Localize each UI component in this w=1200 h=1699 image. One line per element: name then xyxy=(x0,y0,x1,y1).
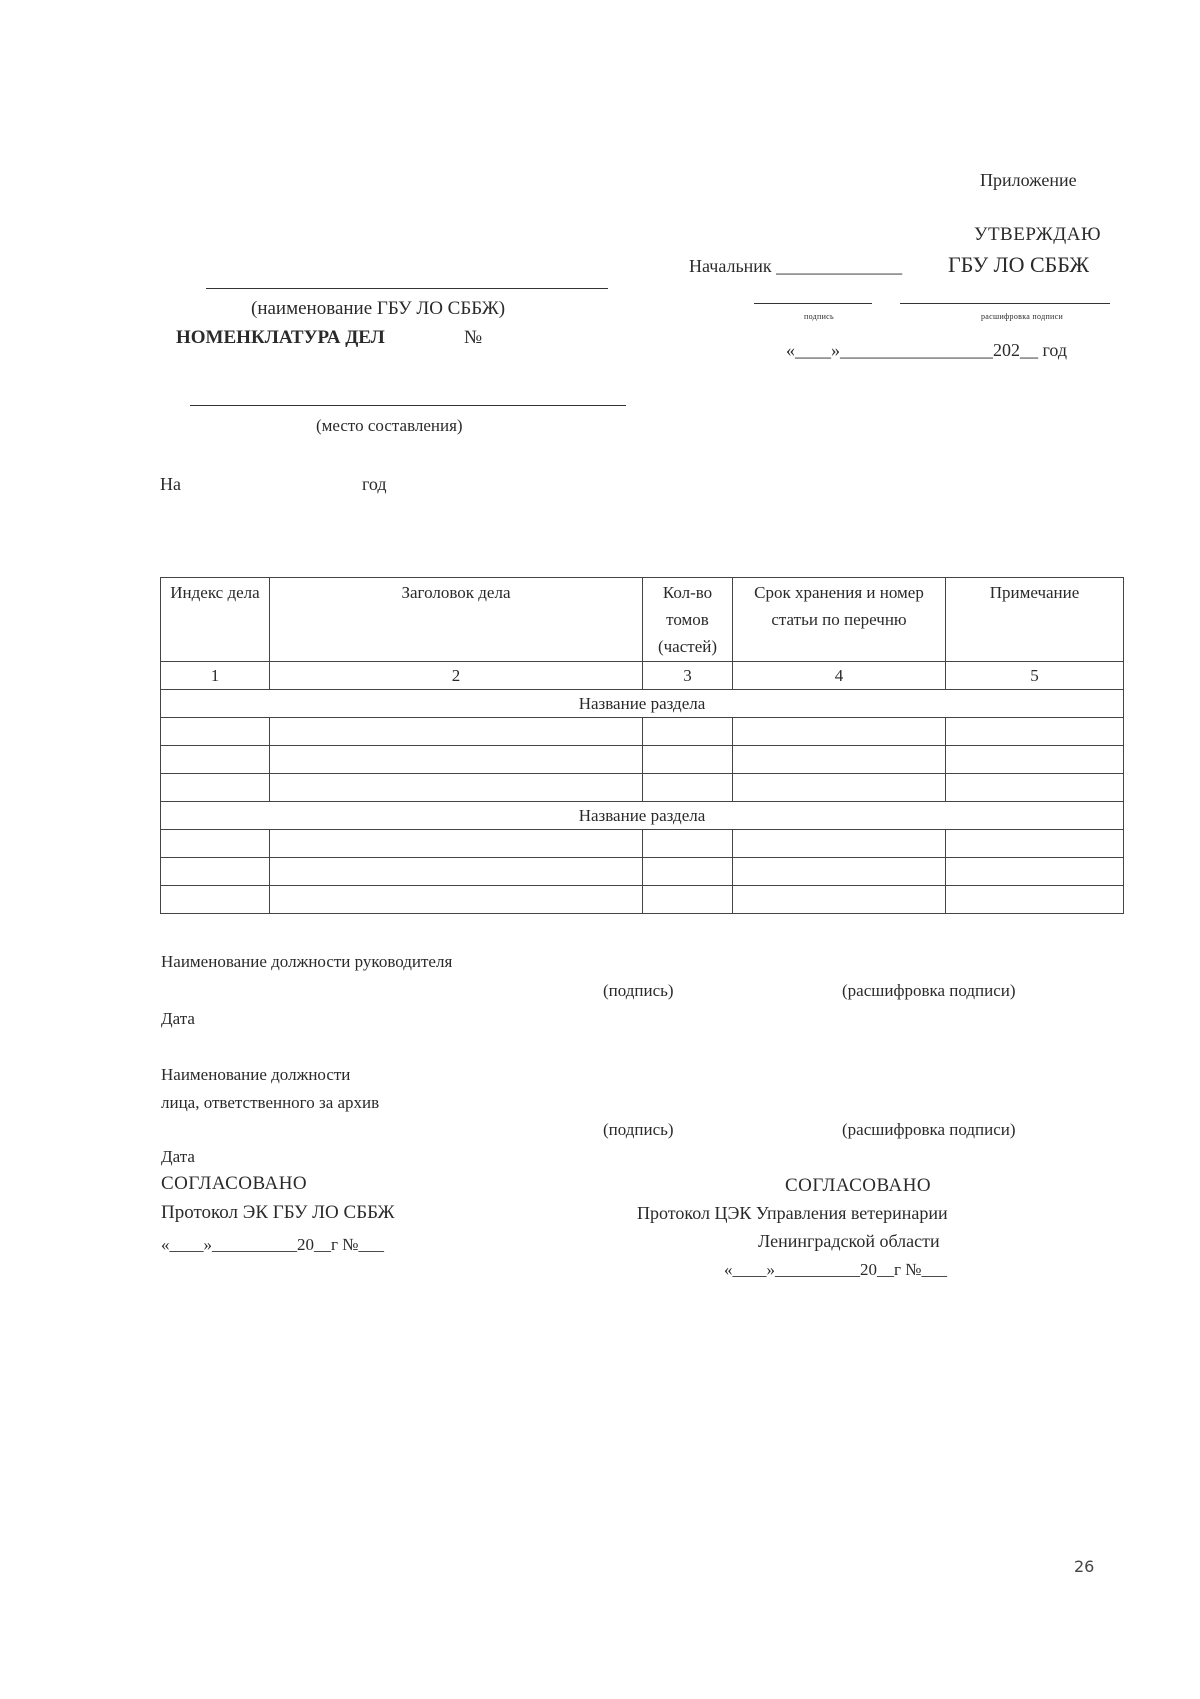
archive-date-label: Дата xyxy=(161,1147,195,1166)
signature-decode-line xyxy=(900,303,1110,304)
table-cell xyxy=(733,858,946,886)
place-line xyxy=(190,405,626,406)
header-index: Индекс дела xyxy=(161,578,270,662)
table-header-row xyxy=(161,578,1124,662)
date-day-blank: ____ xyxy=(795,340,831,360)
archive-signature-label: (подпись) xyxy=(603,1120,674,1139)
table-cell xyxy=(270,718,643,746)
table-cell xyxy=(643,858,733,886)
table-row xyxy=(161,830,1124,858)
table-cell xyxy=(270,886,643,914)
appendix-label: Приложение xyxy=(980,170,1077,190)
head-title xyxy=(689,256,902,277)
nomenclature-table xyxy=(160,577,1124,914)
header-note: Примечание xyxy=(946,578,1124,662)
column-numbers-row xyxy=(161,662,1124,690)
table-cell xyxy=(733,774,946,802)
document-title: НОМЕНКЛАТУРА ДЕЛ xyxy=(176,327,385,348)
column-number: 1 xyxy=(161,662,270,690)
agreed-right-title: СОГЛАСОВАНО xyxy=(785,1175,932,1196)
section-title: Название раздела xyxy=(161,690,1124,718)
table-cell xyxy=(643,830,733,858)
table-cell xyxy=(270,746,643,774)
column-number: 3 xyxy=(643,662,733,690)
table-row xyxy=(161,746,1124,774)
table-cell xyxy=(946,774,1124,802)
table-cell xyxy=(946,858,1124,886)
archive-position-line1: Наименование должности xyxy=(161,1065,351,1084)
approve-label: УТВЕРЖДАЮ xyxy=(974,224,1101,245)
agreed-right-date: «____»__________20__г №___ xyxy=(724,1260,947,1279)
head-title-label: Начальник xyxy=(689,256,772,276)
manager-decode-label: (расшифровка подписи) xyxy=(842,981,1016,1000)
table-cell xyxy=(946,718,1124,746)
table-cell xyxy=(643,746,733,774)
table-cell xyxy=(161,858,270,886)
table-cell xyxy=(733,886,946,914)
table-cell xyxy=(946,830,1124,858)
table-cell xyxy=(270,830,643,858)
column-number: 2 xyxy=(270,662,643,690)
approval-date-line xyxy=(786,340,1067,361)
page-number: 26 xyxy=(1074,1557,1095,1576)
table-row xyxy=(161,858,1124,886)
table-cell xyxy=(161,718,270,746)
date-close-quote: » xyxy=(831,340,840,360)
agreed-right-protocol-line2: Ленинградской области xyxy=(758,1231,940,1251)
table-cell xyxy=(270,858,643,886)
for-label: На xyxy=(160,474,181,494)
date-open-quote: « xyxy=(786,340,795,360)
table-cell xyxy=(733,830,946,858)
date-month-blank: _________________ xyxy=(840,340,993,360)
manager-date-label: Дата xyxy=(161,1009,195,1028)
header-retention: Срок хранения и номер статьи по перечню xyxy=(733,578,946,662)
section-title: Название раздела xyxy=(161,802,1124,830)
table-cell xyxy=(643,774,733,802)
header-title: Заголовок дела xyxy=(270,578,643,662)
org-name: ГБУ ЛО СББЖ xyxy=(948,252,1090,277)
table-cell xyxy=(946,886,1124,914)
table-row xyxy=(161,718,1124,746)
column-number: 4 xyxy=(733,662,946,690)
year-word: год xyxy=(1042,340,1068,360)
org-name-line xyxy=(206,288,608,289)
agreed-left-date: «____»__________20__г №___ xyxy=(161,1235,384,1254)
table-row xyxy=(161,886,1124,914)
table-cell xyxy=(161,886,270,914)
table-cell xyxy=(733,746,946,774)
org-caption: (наименование ГБУ ЛО СББЖ) xyxy=(251,298,506,319)
archive-position-line2: лица, ответственного за архив xyxy=(161,1093,380,1112)
agreed-right-protocol-line1: Протокол ЦЭК Управления ветеринарии xyxy=(637,1203,948,1223)
agreed-left-protocol: Протокол ЭК ГБУ ЛО СББЖ xyxy=(161,1202,395,1223)
signature-line xyxy=(754,303,872,304)
year-blank: __ xyxy=(1020,340,1038,360)
table-cell xyxy=(643,886,733,914)
agreed-left-title: СОГЛАСОВАНО xyxy=(161,1173,308,1194)
head-title-blank: ______________ xyxy=(776,256,903,276)
manager-position: Наименование должности руководителя xyxy=(161,952,453,971)
year-prefix: 202 xyxy=(993,340,1020,360)
signature-caption: подпись xyxy=(804,312,834,321)
table-cell xyxy=(270,774,643,802)
table-cell xyxy=(161,830,270,858)
table-cell xyxy=(161,746,270,774)
column-number: 5 xyxy=(946,662,1124,690)
archive-decode-label: (расшифровка подписи) xyxy=(842,1120,1016,1139)
number-sign: № xyxy=(464,327,483,348)
table-cell xyxy=(643,718,733,746)
year-label: год xyxy=(362,474,387,494)
table-cell xyxy=(946,746,1124,774)
section-row xyxy=(161,802,1124,830)
section-row xyxy=(161,690,1124,718)
signature-decode-caption: расшифровка подписи xyxy=(981,312,1064,321)
manager-signature-label: (подпись) xyxy=(603,981,674,1000)
place-caption: (место составления) xyxy=(316,416,463,435)
table-row xyxy=(161,774,1124,802)
table-cell xyxy=(161,774,270,802)
header-volumes: Кол-во томов (частей) xyxy=(643,578,733,662)
table-cell xyxy=(733,718,946,746)
